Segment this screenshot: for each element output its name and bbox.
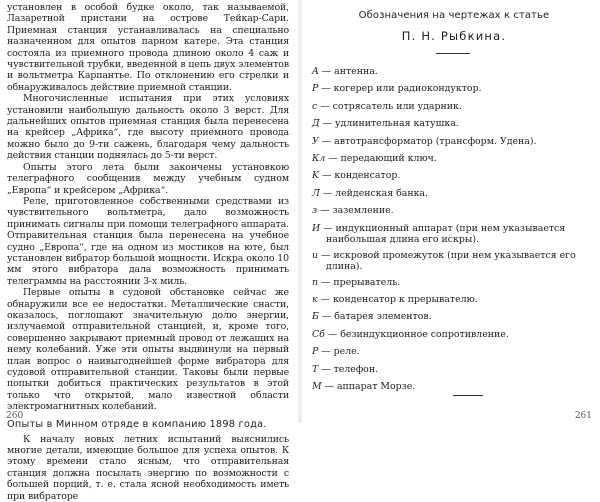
legend-description: — прерыватель. — [321, 276, 401, 288]
legend-symbol: P — [312, 346, 319, 358]
legend-description: — искровой промежуток (при нем указывается его длина). — [321, 249, 576, 272]
legend-item — [312, 83, 594, 94]
legend-description: — аппарат Морзе. — [324, 381, 416, 393]
legend-symbol: Л — [312, 187, 320, 199]
left-page — [0, 0, 296, 502]
legend-description: — лейденская банка. — [322, 187, 428, 199]
legend-item — [312, 188, 594, 199]
legend-item — [312, 170, 594, 181]
legend-item — [312, 346, 594, 357]
right-page — [304, 0, 600, 423]
paragraph: Реле, приготовленное собственными средствами из чувствительного вольтметра, дало возможность принимать сигналы при помощи телеграфного аппарата. Отправительная станция была перенесена на учебное судно „Европа“, где на одном из мостиков на юте, был установлен вибратор большой мощности. Искра около 10 мм этого вибратора дала возможность принимать телеграммы на расстоянии 3-х миль. — [7, 195, 289, 287]
legend-item — [312, 294, 594, 305]
legend-description: — конденсатор к прерывателю. — [320, 294, 478, 306]
legend-description: — антенна. — [321, 66, 378, 77]
legend-symbol: Д — [312, 118, 320, 130]
legend-symbol: Б — [312, 311, 319, 323]
legend-description: — безиндукционное сопротивление. — [327, 328, 509, 340]
legend-description: — сотрясатель или ударник. — [320, 100, 462, 112]
legend-item — [312, 205, 594, 216]
legend-symbol: A — [312, 66, 319, 77]
legend-item — [312, 101, 594, 112]
legend-item — [312, 153, 594, 164]
legend-symbol: з — [312, 205, 318, 217]
legend-description: — передающий ключ. — [328, 152, 437, 164]
section-heading: Опыты в Минном отряде в компанию 1898 года. — [7, 418, 267, 430]
paragraph: Многочисленные испытания при этих условиях установили наибольшую дальность около 3 верст. Для дальнейших опытов приемная станция была перенесена на крейсер „Африка“, где высоту приемного провода можно было до 9-ти сажень, благодаря чему дальность действия станции поднялась до 5-ти верст. — [7, 93, 289, 162]
legend-symbol: T — [312, 363, 319, 375]
page-number: 260 — [6, 411, 24, 421]
legend-description: — телефон. — [321, 363, 379, 375]
legend-symbol: и — [312, 249, 319, 261]
closing-divider — [453, 395, 483, 396]
legend-author: П. Н. Рыбкина. — [401, 29, 507, 43]
legend-symbol: K — [312, 170, 320, 182]
legend-symbol: И — [312, 222, 321, 234]
legend-item — [312, 136, 594, 147]
legend-description: — батарея элементов. — [321, 311, 432, 323]
paragraph: Первые опыты в судовой обстановке сейчас же обнаружили все ее недостатки. Металлические снасти, оказалось, поглощают значительную долю энергии, излучаемой отправительной станцией, и, кроме того, совершенно закрывают приемный провод от лежащих на нему колебаний. Уже эти опыты выдвинули на первый план вопрос о наивыгоднейшей форме вибратора для судовой отправительной станции. Таковы были первые попытки добиться практических результатов в этой только что открытой, мало известной области электромагнитных колебаний. — [7, 287, 289, 413]
book-gutter — [298, 0, 302, 423]
legend-symbol: P — [312, 83, 319, 95]
legend-description: — реле. — [321, 346, 360, 358]
legend-description: — заземление. — [320, 205, 394, 217]
legend-description: — когерер или радиокондуктор. — [321, 83, 482, 95]
legend-title: Обозначения на чертежах к статье — [358, 10, 550, 21]
legend-item — [312, 66, 594, 77]
legend-item — [312, 329, 594, 340]
paragraph: установлен в особой будке около, так называемой, Лазаретной пристани на острове Тейкар-Сари. Приемная станция устанавливалась на специально назначенном для опытов парном катере. Эта станция состояла из приемного провода длиною около 4 саж и чувствительной трубки, введенной в цепь двух элементов и вольтметра Карпантье. По отклонению его стрелки и обнаруживалось действие приемной станции. — [7, 2, 289, 93]
legend-item — [312, 381, 594, 392]
legend-item — [312, 277, 594, 288]
legend-symbol: M — [312, 381, 322, 393]
legend-symbol: Сб — [312, 328, 325, 340]
paragraph: К началу новых летних испытаний выяснились многие детали, имеющие большое для успеха опытов. К этому времени стало ясным, что отправительная станция должна посылать энергию по возможности с большей порций, т. е. стала ясной необходимость иметь при вибраторе — [7, 433, 289, 502]
legend-description: — удлинительная катушка. — [322, 118, 459, 130]
legend-item — [312, 250, 594, 273]
legend-description: — конденсатор. — [322, 170, 401, 182]
legend-symbol: п — [312, 276, 319, 288]
legend-symbol: Кл — [312, 152, 326, 164]
legend-symbol: к — [312, 294, 318, 306]
legend-item — [312, 223, 594, 246]
legend-description: — индукционный аппарат (при нем указывается наибольшая длина его искры). — [323, 222, 566, 245]
symbol-legend — [312, 66, 594, 398]
legend-item — [312, 311, 594, 322]
legend-description: — автотрансформатор (трансформ. Удена). — [321, 135, 537, 147]
paragraph: Опыты этого лета были закончены установкою телеграфного сообщения между учебным судном „Европа“ и крейсером „Африка“. — [7, 161, 289, 196]
legend-item — [312, 118, 594, 129]
title-divider — [436, 53, 470, 54]
page-number: 261 — [574, 411, 592, 421]
left-page-text — [7, 2, 289, 502]
legend-item — [312, 364, 594, 375]
legend-symbol: c — [312, 100, 318, 112]
legend-symbol: У — [312, 135, 319, 147]
